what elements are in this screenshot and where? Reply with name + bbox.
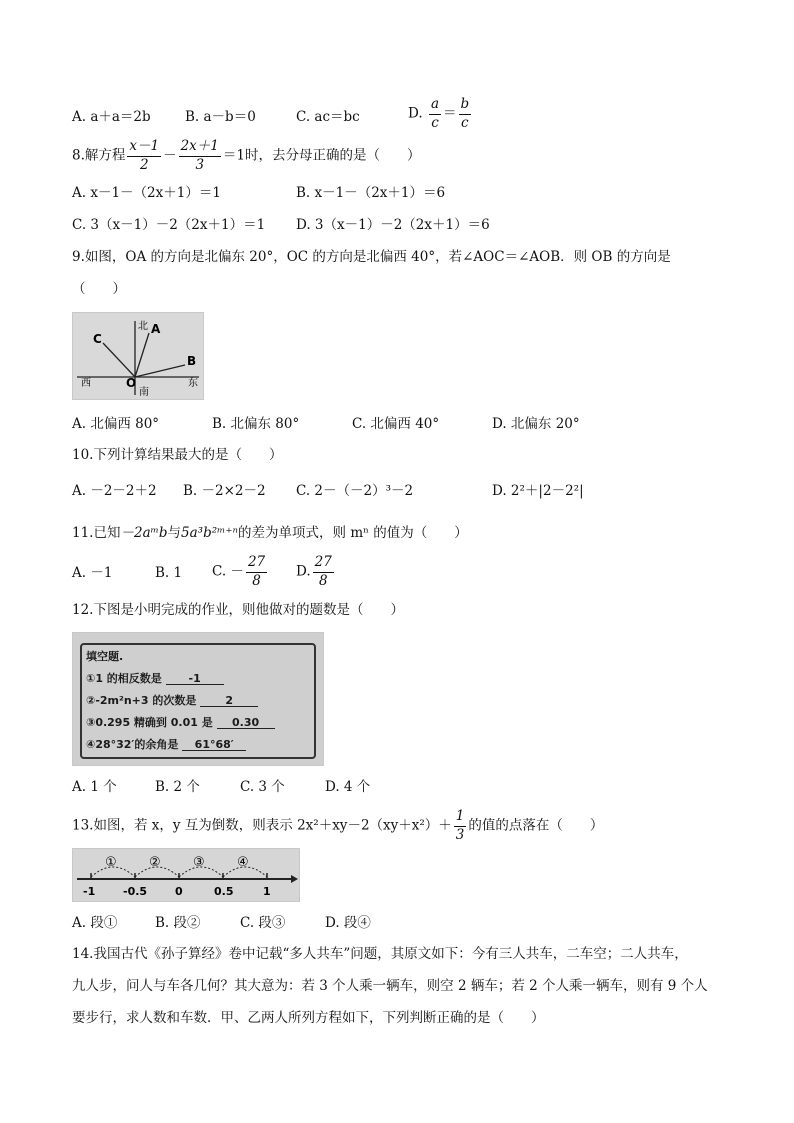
homework-box [80, 643, 316, 759]
point-o-label: O [126, 376, 137, 390]
segment-3-label: ③ [193, 855, 205, 870]
q9-option-a: A. 北偏西 80° [72, 416, 160, 432]
q13-fraction: $\frac{1}{3}$ [455, 808, 465, 843]
tick-label-0: 0 [175, 885, 183, 898]
q7-option-a: A. a＋a＝2b [72, 109, 151, 125]
q10-stem: 10.下列计算结果最大的是（ ） [72, 447, 283, 463]
point-c-label: C [93, 332, 102, 346]
north-label: 北 [138, 321, 148, 332]
q8-option-b: B. x－1－（2x＋1）＝6 [296, 185, 446, 201]
q7-d-fraction-1: $\frac{a}{c}$ [430, 96, 439, 131]
q10-option-c: C. 2－（－2）³－2 [296, 483, 414, 499]
q9-stem-line2: （ ） [72, 281, 126, 297]
segment-2-label: ② [149, 855, 161, 870]
q9-option-b: B. 北偏东 80° [212, 416, 300, 432]
homework-title: 填空题. [86, 650, 124, 663]
q11-stem: 11.已知－2aᵐb与5a³b²ᵐ⁺ⁿ的差为单项式，则 mⁿ 的值为（ ） [72, 525, 468, 541]
tick-label-neg0-5: -0.5 [123, 885, 148, 898]
q8-option-c: C. 3（x－1）－2（2x＋1）＝1 [72, 217, 266, 233]
q13-option-c: C. 段③ [240, 915, 286, 931]
q13-stem: 13.如图，若 x，y 互为倒数，则表示 2x²＋xy－2（xy＋x²）＋ $\frac{1}{3}$ 的值的点落在（ ） [72, 808, 604, 843]
q7-option-d: D. $\frac{a}{c}$ ＝ $\frac{b}{c}$ [408, 96, 470, 131]
q11-c-fraction: $\frac{27}{8}$ [247, 554, 266, 589]
q11-option-c: C. － $\frac{27}{8}$ [212, 554, 266, 589]
q8-option-d: D. 3（x－1）－2（2x＋1）＝6 [296, 217, 490, 233]
south-label: 南 [139, 387, 149, 398]
q12-option-d: D. 4 个 [325, 779, 371, 795]
q10-option-b: B. －2×2－2 [183, 483, 266, 499]
q13-option-b: B. 段② [155, 915, 201, 931]
number-line-diagram [73, 849, 299, 901]
homework-line-2: ②-2m²n+3 的次数是 2 [86, 695, 258, 707]
segment-4-label: ④ [237, 855, 249, 870]
q7-option-b: B. a－b＝0 [185, 109, 256, 125]
q10-option-a: A. －2－2＋2 [72, 483, 157, 499]
q13-option-a: A. 段① [72, 915, 118, 931]
q13-option-d: D. 段④ [325, 915, 371, 931]
q12-homework-photo [72, 632, 324, 766]
q8-stem: 8.解方程 $\frac{x-1}{2}$ － $\frac{2x+1}{3}$ ＝1时，去分母正确的是（ ） [72, 138, 421, 173]
q11-option-b: B. 1 [155, 565, 183, 581]
q13-number-line-figure [72, 848, 300, 902]
q11-d-fraction: $\frac{27}{8}$ [314, 554, 332, 589]
q9-option-d: D. 北偏东 20° [492, 416, 580, 432]
segment-1-label: ① [105, 855, 117, 870]
tick-label-1: 1 [263, 885, 271, 898]
homework-line-3: ③0.295 精确到 0.01 是 0.30 [86, 717, 275, 729]
q8-option-a: A. x－1－（2x＋1）＝1 [72, 185, 221, 201]
q11-option-d: D. $\frac{27}{8}$ [296, 554, 332, 589]
tick-label-neg1: -1 [83, 885, 96, 898]
q10-option-d: D. 2²＋|2－2²| [492, 483, 584, 499]
q8-fraction-2: $\frac{2x+1}{3}$ [180, 138, 219, 173]
q12-stem: 12.下图是小明完成的作业，则他做对的题数是（ ） [72, 602, 404, 618]
q14-stem-line2: 九人步，问人与车各几何？其大意为：若 3 个人乘一辆车，则空 2 辆车；若 2 个人乘一辆车，则有 9 个人 [72, 978, 708, 994]
west-label: 西 [81, 378, 91, 389]
point-a-label: A [151, 322, 161, 336]
homework-line-1: ①1 的相反数是 -1 [86, 673, 224, 685]
q12-option-a: A. 1 个 [72, 779, 117, 795]
point-b-label: B [187, 354, 197, 368]
q14-stem-line3: 要步行，求人数和车数．甲、乙两人所列方程如下，下列判断正确的是（ ） [72, 1010, 545, 1026]
q12-option-b: B. 2 个 [155, 779, 200, 795]
q7-d-fraction-2: $\frac{b}{c}$ [460, 96, 470, 131]
q7-option-c: C. ac＝bc [296, 109, 360, 125]
tick-label-0-5: 0.5 [214, 885, 234, 898]
q9-option-c: C. 北偏西 40° [352, 416, 440, 432]
q9-direction-diagram [73, 313, 203, 399]
q12-option-c: C. 3 个 [240, 779, 285, 795]
homework-line-4: ④28°32′的余角是 61°68′ [86, 739, 246, 751]
east-label: 东 [188, 378, 198, 389]
q14-stem-line1: 14.我国古代《孙子算经》卷中记载“多人共车”问题，其原文如下：今有三人共车，二车空；二人共车， [72, 946, 688, 962]
q9-stem-line1: 9.如图，OA 的方向是北偏东 20°，OC 的方向是北偏西 40°，若∠AOC＝∠AOB．则 OB 的方向是 [72, 249, 671, 265]
q8-fraction-1: $\frac{x-1}{2}$ [129, 138, 160, 173]
q9-direction-figure [72, 312, 204, 400]
q11-option-a: A. －1 [72, 565, 113, 581]
